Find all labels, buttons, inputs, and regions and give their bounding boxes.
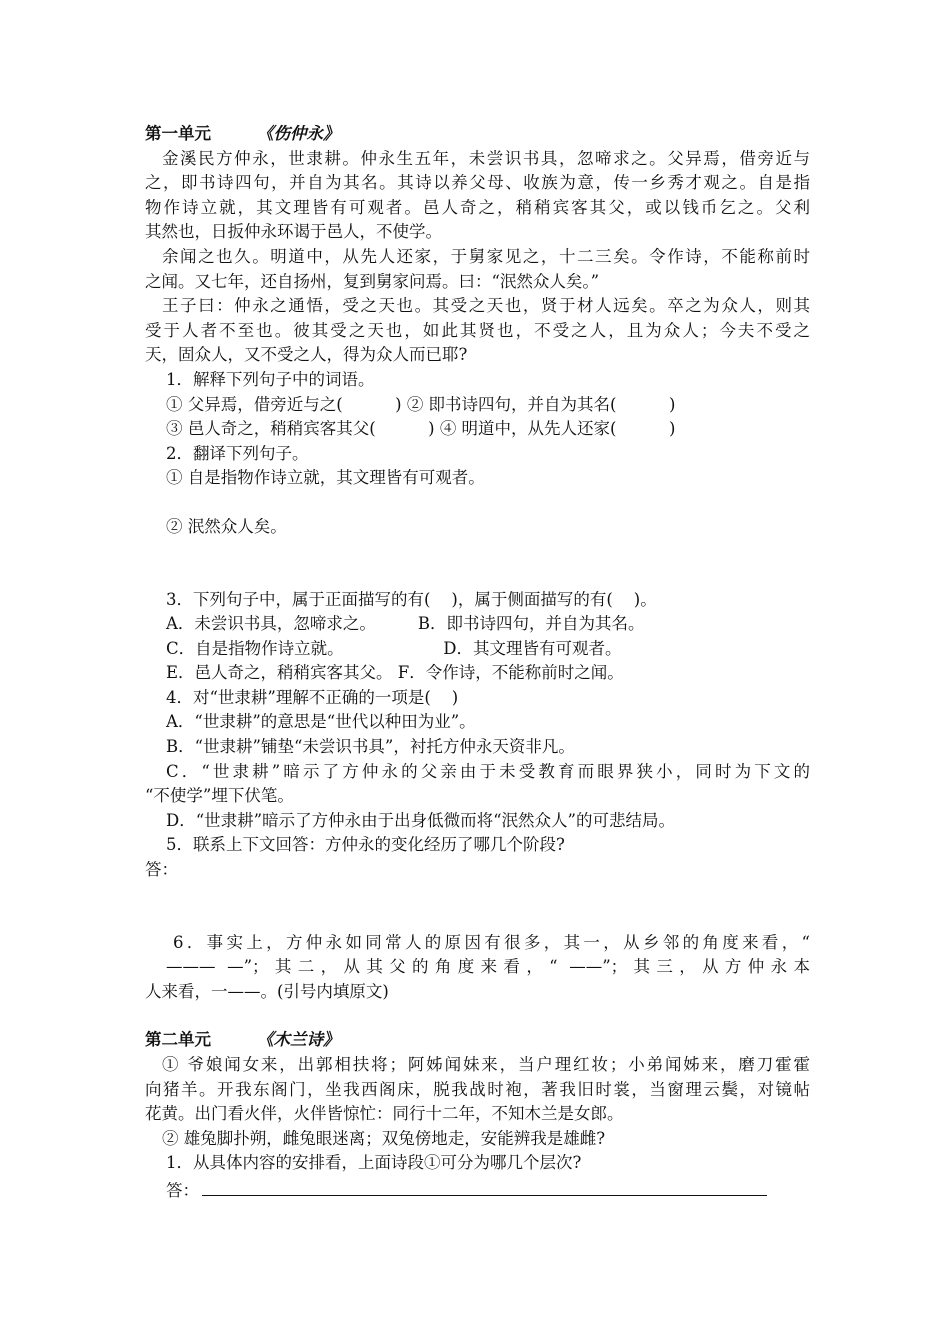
unit2-heading: [145, 1028, 810, 1053]
text-line: 王子曰：仲永之通悟，受之天也。其受之天也，贤于材人远矣。卒之为众人，则其: [162, 296, 810, 316]
option-c: C．“世隶耕”暗示了方仲永的父亲由于未受教育而眼界狭小，同时为下文的: [166, 761, 810, 781]
question-stem: 1．解释下列句子中的词语。: [166, 369, 375, 389]
question-line: ③ 邑人奇之，稍稍宾客其父( ) ④ 明道中，从先人还家( ): [166, 419, 676, 439]
answer-row: [145, 1176, 810, 1204]
unit2-paragraph-2: ② 雄兔脚扑朔，雌兔眼迷离；双兔傍地走，安能辨我是雄雌?: [162, 1128, 606, 1148]
unit1-question-6: [145, 931, 810, 1029]
answer-space: [145, 883, 810, 931]
text-line: 花黄。出门看火伴，火伴皆惊忙：同行十二年，不知木兰是女郎。: [145, 1104, 624, 1124]
question-line: 人来看，一——。(引号内填原文): [145, 981, 389, 1001]
unit1-heading-title: 《伤仲永》: [256, 124, 340, 143]
unit1-paragraph-1: [145, 147, 810, 245]
unit1-question-1: [145, 368, 810, 442]
question-line: ——— —”；其二，从其父的角度来看，“ ——”；其三，从方仲永本: [166, 957, 810, 977]
option-line: E．邑人奇之，稍稍宾客其父。 F．令作诗，不能称前时之闻。: [166, 663, 624, 683]
answer-space: [145, 540, 810, 588]
question-stem: 2．翻译下列句子。: [166, 443, 309, 463]
question-stem: 3．下列句子中，属于正面描写的有( )，属于侧面描写的有( )。: [166, 589, 657, 609]
unit2-paragraph-1: [145, 1053, 810, 1127]
unit2-heading-unit: 第二单元: [145, 1030, 211, 1050]
option-a: A．“世隶耕”的意思是“世代以种田为业”。: [166, 712, 476, 732]
text-line: 天，固众人，又不受之人，得为众人而已耶?: [145, 345, 468, 365]
unit1-question-3: [145, 588, 810, 686]
section-gap: [145, 1004, 810, 1028]
text-line: 向猪羊。开我东阁门，坐我西阁床，脱我战时袍，著我旧时裳，当窗理云鬓，对镜帖: [145, 1079, 810, 1099]
question-stem: 5．联系上下文回答：方仲永的变化经历了哪几个阶段?: [166, 835, 565, 855]
answer-space: [145, 491, 810, 515]
question-line: ① 父异焉，借旁近与之( ) ② 即书诗四句，并自为其名( ): [166, 394, 676, 414]
answer-blank-line[interactable]: [202, 1176, 767, 1196]
text-line: 金溪民方仲永，世隶耕。仲永生五年，未尝识书具，忽啼求之。父异焉，借旁近与: [162, 148, 810, 168]
answer-label: 答：: [145, 860, 178, 880]
document-page: [145, 122, 810, 1204]
text-line: 其然也，日扳仲永环谒于邑人，不使学。: [145, 222, 442, 242]
question-item: ② 泯然众人矣。: [166, 516, 287, 536]
question-line: 6．事实上，方仲永如同常人的原因有很多，其一，从乡邻的角度来看，“: [173, 932, 810, 952]
text-line: 物作诗立就，其文理皆有可观者。邑人奇之，稍稍宾客其父，或以钱币乞之。父利: [145, 197, 810, 217]
option-c-continued: “不使学”埋下伏笔。: [145, 786, 294, 806]
option-b: B．“世隶耕”铺垫“未尝识书具”，衬托方仲永天资非凡。: [166, 737, 575, 757]
unit1-paragraph-2: [145, 245, 810, 294]
unit1-heading: [145, 122, 810, 147]
unit1-question-4: [145, 686, 810, 834]
question-item: ① 自是指物作诗立就，其文理皆有可观者。: [166, 468, 485, 488]
unit1-heading-unit: 第一单元: [145, 124, 211, 143]
text-line: 之闻。又七年，还自扬州，复到舅家问焉。曰：“泯然众人矣。”: [145, 271, 600, 291]
text-line: ① 爷娘闻女来，出郭相扶将；阿姊闻妹来，当户理红妆；小弟闻姊来，磨刀霍霍: [162, 1055, 810, 1074]
unit1-question-2: [145, 442, 810, 588]
unit1-paragraph-3: [145, 294, 810, 368]
text-line: 之，即书诗四句，并自为其名。其诗以养父母、收族为意，传一乡秀才观之。自是指: [145, 173, 810, 193]
answer-label: 答：: [166, 1180, 199, 1200]
option-line: C．自是指物作诗立就。 D．其文理皆有可观者。: [166, 638, 622, 658]
text-line: 余闻之也久。明道中，从先人还家，于舅家见之，十二三矣。令作诗，不能称前时: [162, 246, 810, 266]
text-line: 受于人者不至也。彼其受之天也，如此其贤也，不受之人，且为众人；今夫不受之: [145, 320, 810, 340]
unit2-question-1: [145, 1151, 810, 1203]
option-line: A．未尝识书具，忽啼求之。 B．即书诗四句，并自为其名。: [166, 614, 645, 634]
unit2-heading-title: 《木兰诗》: [256, 1030, 340, 1050]
option-d: D．“世隶耕”暗示了方仲永由于出身低微而将“泯然众人”的可悲结局。: [166, 810, 675, 830]
unit1-question-5: [145, 833, 810, 930]
question-stem: 1．从具体内容的安排看，上面诗段①可分为哪几个层次?: [166, 1153, 582, 1173]
question-stem: 4．对“世隶耕”理解不正确的一项是( ): [166, 687, 459, 707]
